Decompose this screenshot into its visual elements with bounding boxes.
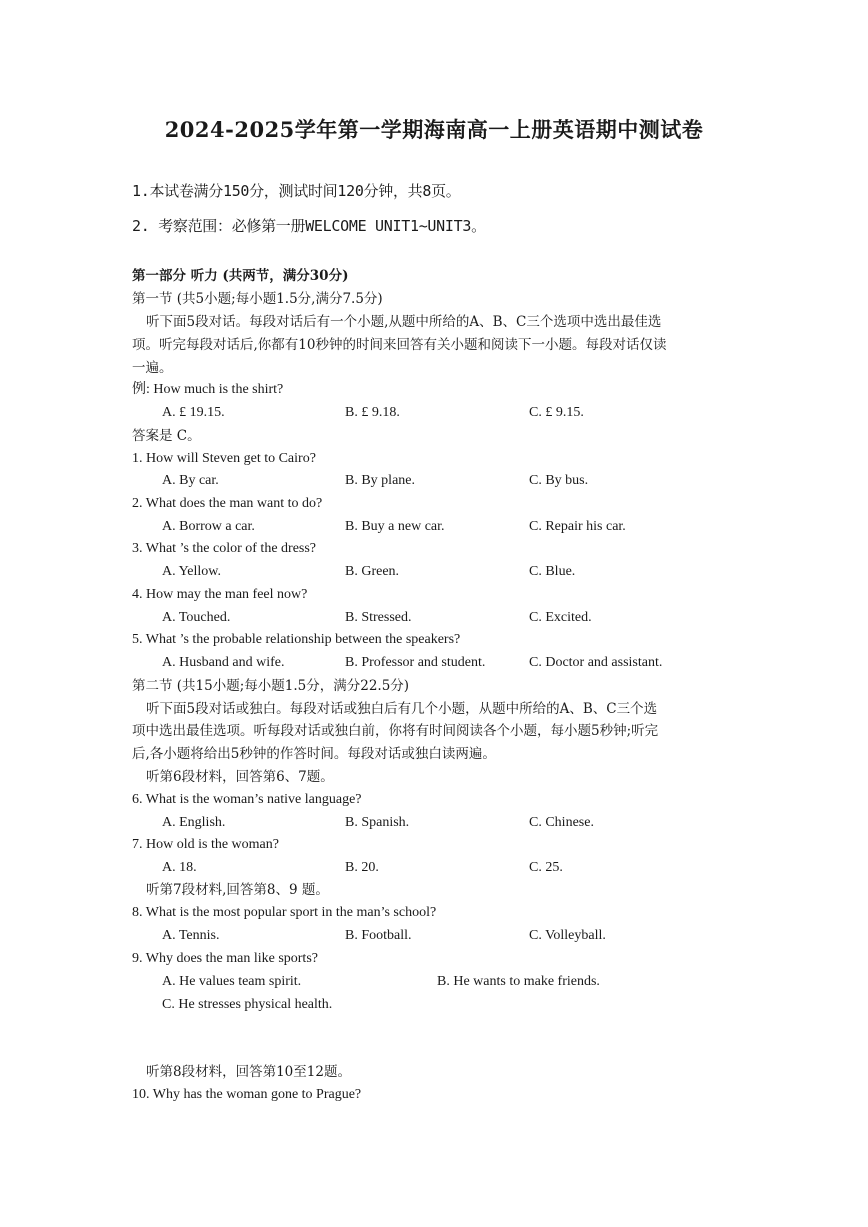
question-6: 6. What is the woman’s native language? [132,792,362,807]
q1-option-c: C. By bus. [529,473,589,488]
material-7-note: 听第7段材料,回答第8、9 题。 [146,882,329,898]
exam-title: 2024-2025学年第一学期海南高一上册英语期中测试卷 [164,117,704,142]
example-option-a: A. £ 19.15. [162,405,225,420]
question-4: 4. How may the man feel now? [132,587,308,602]
q2-option-c: C. Repair his car. [529,519,626,534]
part1-heading: 第一部分 听力 (共两节，满分30分) [132,268,349,284]
q2-option-a: A. Borrow a car. [162,519,255,534]
q4-option-b: B. Stressed. [345,610,412,625]
section1-heading: 第一节 (共5小题;每小题1.5分,满分7.5分) [132,291,383,307]
section2-instruction-3: 后,各小题将给出5秒钟的作答时间。每段对话或独白读两遍。 [132,746,496,762]
question-3: 3. What ’s the color of the dress? [132,541,317,556]
q6-option-b: B. Spanish. [345,815,410,830]
section1-instruction-3: 一遍。 [132,360,173,376]
q6-option-c: C. Chinese. [529,815,594,830]
q9-option-a: A. He values team spirit. [162,974,302,989]
material-6-note: 听第6段材料，回答第6、7题。 [146,769,334,785]
q7-option-c: C. 25. [529,860,563,875]
q1-option-a: A. By car. [162,473,219,488]
section1-instruction-1: 听下面5段对话。每段对话后有一个小题,从题中所给的A、B、C三个选项中选出最佳选 [146,314,662,330]
q4-option-a: A. Touched. [162,610,231,625]
question-1: 1. How will Steven get to Cairo? [132,451,316,466]
example-question: 例: How much is the shirt? [132,382,284,397]
question-8: 8. What is the most popular sport in the man’s school? [132,905,437,920]
q3-option-a: A. Yellow. [162,564,221,579]
question-9: 9. Why does the man like sports? [132,951,318,966]
question-5: 5. What ’s the probable relationship between the speakers? [132,632,461,647]
q8-option-a: A. Tennis. [162,928,220,943]
example-option-b: B. £ 9.18. [345,405,400,420]
question-7: 7. How old is the woman? [132,837,279,852]
note-1: 1.本试卷满分150分，测试时间120分钟，共8页。 [132,182,461,200]
q8-option-c: C. Volleyball. [529,928,606,943]
q1-option-b: B. By plane. [345,473,415,488]
section1-instruction-2: 项。听完每段对话后,你都有10秒钟的时间来回答有关小题和阅读下一小题。每段对话仅读 [132,337,667,353]
q8-option-b: B. Football. [345,928,412,943]
q9-option-c: C. He stresses physical health. [162,997,333,1012]
question-2: 2. What does the man want to do? [132,496,323,511]
q5-option-b: B. Professor and student. [345,655,486,670]
example-option-c: C. £ 9.15. [529,405,584,420]
q5-option-c: C. Doctor and assistant. [529,655,663,670]
section2-instruction-1: 听下面5段对话或独白。每段对话或独白后有几个小题，从题中所给的A、B、C三个选 [146,701,658,717]
q3-option-b: B. Green. [345,564,400,579]
q9-option-b: B. He wants to make friends. [437,974,600,989]
q4-option-c: C. Excited. [529,610,592,625]
section2-instruction-2: 项中选出最佳选项。听每段对话或独白前，你将有时间阅读各个小题，每小题5秒钟;听完 [132,723,659,739]
q3-option-c: C. Blue. [529,564,576,579]
q5-option-a: A. Husband and wife. [162,655,285,670]
q7-option-a: A. 18. [162,860,197,875]
q7-option-b: B. 20. [345,860,379,875]
note-2: 2. 考察范围：必修第一册WELCOME UNIT1~UNIT3。 [132,217,486,235]
question-10: 10. Why has the woman gone to Prague? [132,1087,362,1102]
q6-option-a: A. English. [162,815,226,830]
material-8-note: 听第8段材料，回答第10至12题。 [146,1064,351,1080]
example-answer: 答案是 C。 [132,428,201,444]
q2-option-b: B. Buy a new car. [345,519,445,534]
section2-heading: 第二节 (共15小题;每小题1.5分，满分22.5分) [132,678,410,694]
